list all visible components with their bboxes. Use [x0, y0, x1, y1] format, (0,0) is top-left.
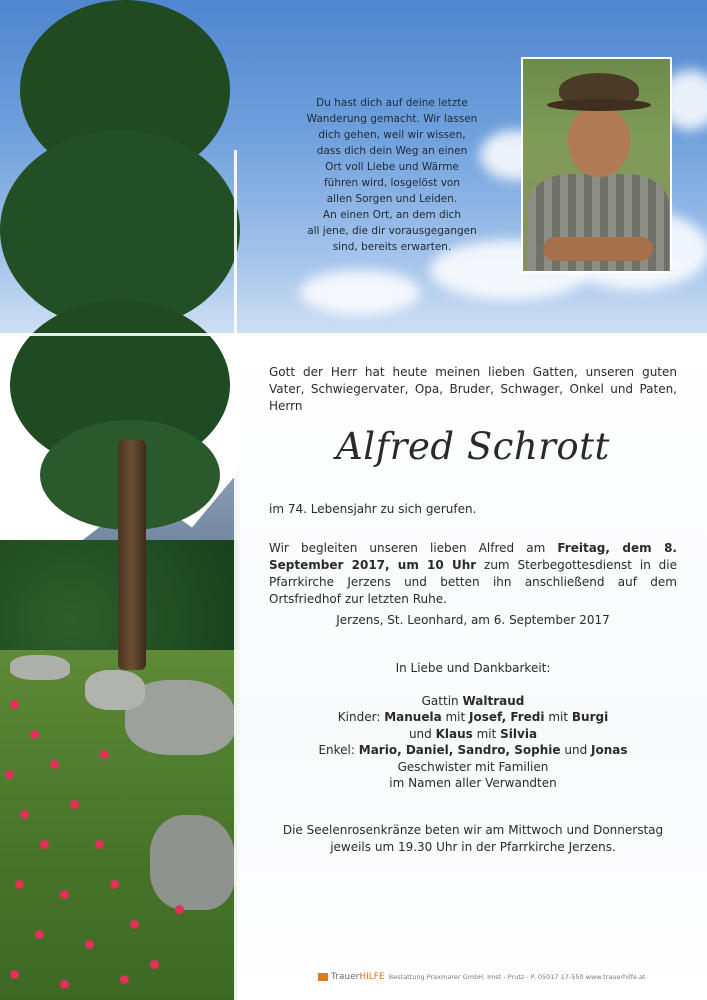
und-word: und: [408, 726, 436, 741]
cross-vertical: [234, 150, 237, 1000]
cross-horizontal: [0, 333, 707, 336]
deceased-name: Alfred Schrott: [336, 425, 610, 468]
family-geschwister: Geschwister mit Familien: [397, 759, 549, 774]
kinder-name: Silvia: [500, 726, 538, 741]
poem-line: all jene, die dir vorausgegangen: [307, 225, 477, 237]
family-gattin: [269, 693, 677, 710]
poem-line: dass dich dein Weg an einen: [316, 145, 468, 157]
poem-line: sind, bereits erwarten.: [332, 241, 452, 253]
poem-line: allen Sorgen und Leiden.: [326, 193, 458, 205]
poem-line: Du hast dich auf deine letzte: [316, 97, 468, 109]
poem-line: Wanderung gemacht. Wir lassen: [306, 113, 478, 125]
rosary-line: jeweils um 19.30 Uhr in der Pfarrkirche Jerzens.: [330, 840, 616, 854]
poem-line: An einen Ort, an dem dich: [322, 209, 462, 221]
family-block: [269, 660, 677, 792]
ceremony-pre: Wir begleiten unseren lieben Alfred am: [269, 541, 558, 555]
family-kinder: [269, 709, 677, 726]
mit-word: mit: [544, 710, 572, 724]
portrait-arm: [543, 237, 653, 261]
alpine-roses: [0, 690, 200, 1000]
enkel-names: Mario, Daniel, Sandro, Sophie: [358, 743, 561, 757]
rosary-text: [269, 822, 677, 856]
poem: [292, 95, 492, 255]
family-verwandte: im Namen aller Verwandten: [389, 776, 557, 790]
ceremony-post: zum Sterbegottesdienst in die Pfarrkirche Jerzens und betten ihn anschließend auf dem Ortsfriedhof zur letzten Ruhe.: [269, 558, 677, 606]
gattin-label: Gattin: [421, 693, 463, 708]
tree-trunk: [118, 440, 146, 670]
kinder-name: Burgi: [571, 710, 609, 724]
rock: [10, 655, 70, 680]
portrait-hat-brim: [547, 99, 651, 111]
footer: [318, 972, 698, 982]
trauerhilfe-logo-icon: [318, 973, 328, 981]
poem-line: Ort voll Liebe und Wärme: [325, 161, 459, 173]
kinder-label: Kinder:: [337, 710, 385, 724]
landscape-image: [0, 0, 240, 1000]
kinder-name: Josef, Fredi: [469, 710, 545, 724]
family-enkel: [269, 742, 677, 759]
place-date: Jerzens, St. Leonhard, am 6. September 2017: [336, 613, 610, 627]
kinder-name: Klaus: [435, 726, 473, 741]
family-heading: In Liebe und Dankbarkeit:: [395, 661, 551, 675]
poem-line: dich gehen, weil wir wissen,: [318, 129, 466, 141]
mit-word: mit: [441, 710, 470, 724]
poem-line: führen wird, losgelöst von: [323, 177, 461, 189]
age-text: im 74. Lebensjahr zu sich gerufen.: [269, 502, 477, 516]
cloud: [300, 270, 420, 315]
enkel-label: Enkel:: [318, 743, 359, 757]
mit-word: mit: [472, 726, 501, 741]
kinder-name: Manuela: [384, 710, 442, 724]
enkel-name: Jonas: [591, 743, 628, 757]
ceremony-date: Freitag, dem 8. September 2017, um 10 Uhr: [269, 541, 677, 572]
family-kinder-2: [269, 726, 677, 743]
gattin-name: Waltraud: [462, 693, 525, 708]
logo-accent: HILFE: [359, 972, 385, 982]
ceremony-text: [269, 540, 677, 608]
rosary-line: Die Seelenrosenkränze beten wir am Mittwoch und Donnerstag: [282, 823, 664, 837]
logo-text: Trauer: [331, 972, 360, 982]
footer-text: Bestattung Praxmarer GmbH, Imst - Prutz - P. 05017 17-550 www.trauerhilfe.at: [388, 973, 646, 981]
portrait-face: [568, 107, 630, 177]
intro-text: Gott der Herr hat heute meinen lieben Gatten, unseren guten Vater, Schwiegervater, Opa, Bruder, Schwager, Onkel und Paten, Herrn: [269, 365, 677, 413]
portrait-photo: [521, 57, 672, 273]
und-word: und: [560, 743, 592, 757]
